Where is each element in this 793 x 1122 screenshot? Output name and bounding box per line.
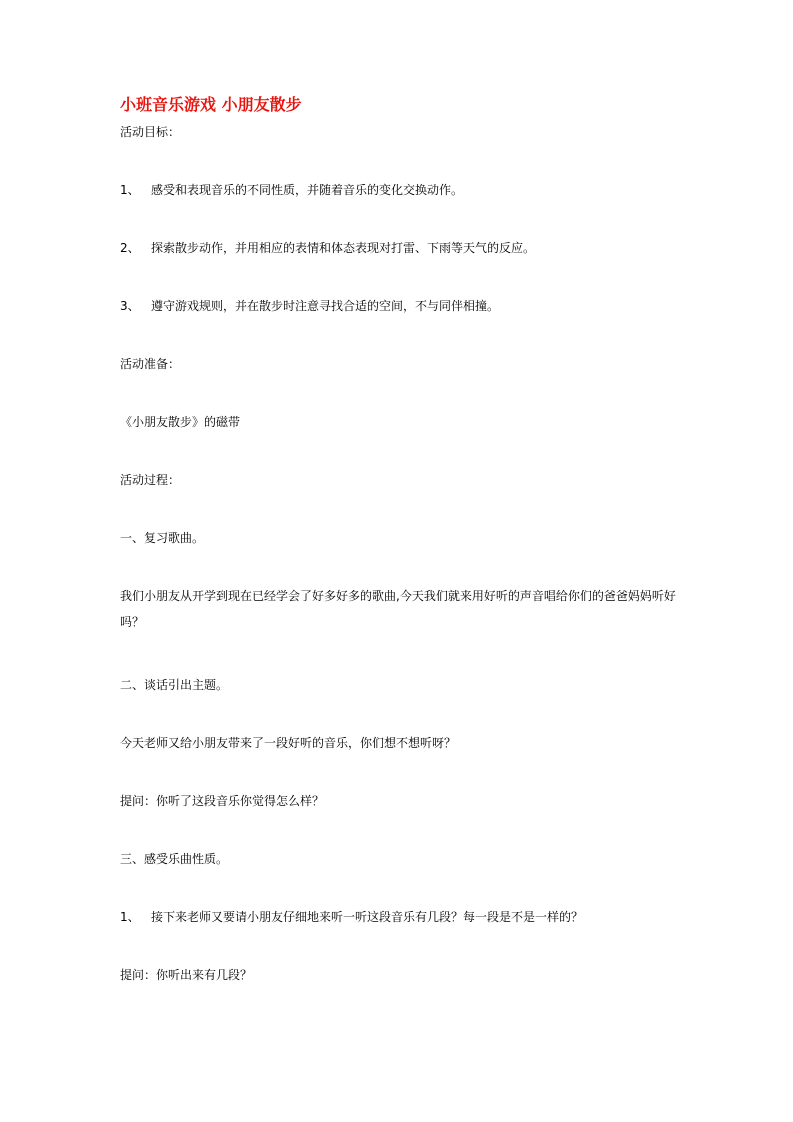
document-title: 小班音乐游戏 小朋友散步 xyxy=(120,95,302,114)
objective-item xyxy=(120,177,695,203)
step2-question: 提问：你听了这段音乐你觉得怎么样？ xyxy=(120,794,325,808)
step2-text: 今天老师又给小朋友带来了一段好听的音乐，你们想不想听呀？ xyxy=(120,736,457,750)
step3-item xyxy=(120,904,695,930)
objective-text: 探索散步动作，并用相应的表情和体态表现对打雷、下雨等天气的反应。 xyxy=(151,241,536,255)
step3-heading: 三、感受乐曲性质。 xyxy=(120,852,229,866)
objective-text: 感受和表现音乐的不同性质，并随着音乐的变化交换动作。 xyxy=(151,183,464,197)
objective-number: 3、 xyxy=(120,299,140,313)
step3-question: 提问：你听出来有几段？ xyxy=(120,968,253,982)
process-heading: 活动过程： xyxy=(120,473,181,487)
preparation-text: 《小朋友散步》的磁带 xyxy=(120,415,241,429)
step3-item-text: 接下来老师又要请小朋友仔细地来听一听这段音乐有几段？每一段是不是一样的？ xyxy=(151,910,584,924)
objective-text: 遵守游戏规则，并在散步时注意寻找合适的空间，不与同伴相撞。 xyxy=(151,299,500,313)
objective-number: 2、 xyxy=(120,241,140,255)
step2-heading: 二、谈话引出主题。 xyxy=(120,678,229,692)
preparation-heading: 活动准备： xyxy=(120,357,181,371)
objectives-heading: 活动目标： xyxy=(120,125,181,139)
step1-heading: 一、复习歌曲。 xyxy=(120,531,205,545)
objective-item xyxy=(120,235,695,261)
step3-item-number: 1、 xyxy=(120,910,140,924)
step1-text: 我们小朋友从开学到现在已经学会了好多好多的歌曲,今天我们就来用好听的声音唱给你们的爸爸妈妈听好吗？ xyxy=(120,589,676,629)
objective-item xyxy=(120,293,695,319)
objective-number: 1、 xyxy=(120,183,140,197)
